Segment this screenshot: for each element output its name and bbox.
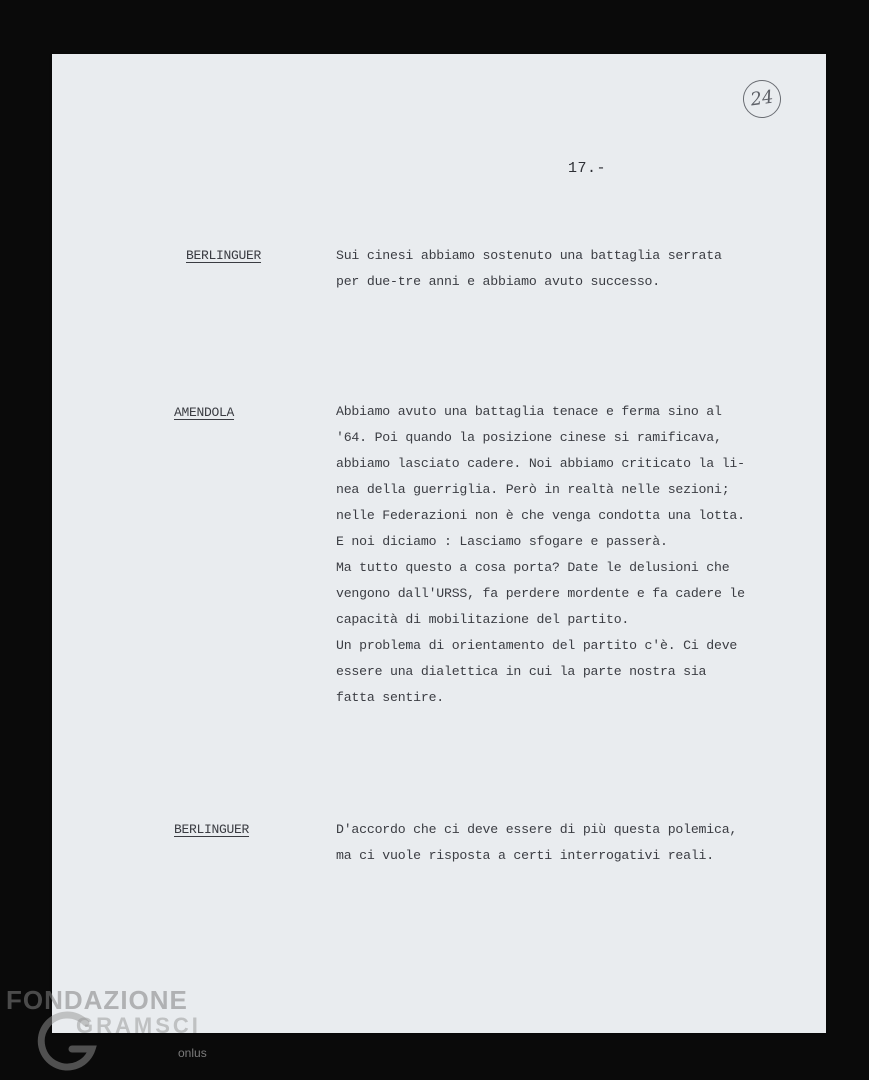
text-line: D'accordo che ci deve essere di più questa polemica, xyxy=(336,822,738,837)
fondazione-gramsci-logo xyxy=(6,985,221,1075)
text-line: Abbiamo avuto una battaglia tenace e ferma sino al xyxy=(336,404,722,419)
text-line: Ma tutto questo a cosa porta? Date le delusioni che xyxy=(336,560,730,575)
text-line: fatta sentire. xyxy=(336,690,444,705)
speech-block xyxy=(336,399,814,711)
speaker-label: AMENDOLA xyxy=(174,405,235,420)
text-line: nelle Federazioni non è che venga condotta una lotta. xyxy=(336,508,745,523)
text-line: nea della guerriglia. Però in realtà nelle sezioni; xyxy=(336,482,730,497)
text-line: essere una dialettica in cui la parte nostra sia xyxy=(336,664,707,679)
text-line: Un problema di orientamento del partito c'è. Ci deve xyxy=(336,638,738,653)
logo-suffix: onlus xyxy=(178,1046,207,1060)
text-line: capacità di mobilitazione del partito. xyxy=(336,612,630,627)
speaker-label: BERLINGUER xyxy=(174,822,250,837)
logo-text-line2: GRAMSCI xyxy=(76,1013,201,1038)
archive-stamp: 24 xyxy=(741,78,784,121)
text-line: abbiamo lasciato cadere. Noi abbiamo criticato la li- xyxy=(336,456,745,471)
logo-text-line1: FONDAZIONE xyxy=(6,985,188,1015)
speech-block xyxy=(336,243,814,295)
text-line: vengono dall'URSS, fa perdere mordente e fa cadere le xyxy=(336,586,745,601)
text-line: '64. Poi quando la posizione cinese si ramificava, xyxy=(336,430,722,445)
speech-block xyxy=(336,817,814,869)
text-line: per due-tre anni e abbiamo avuto successo. xyxy=(336,274,660,289)
text-line: Sui cinesi abbiamo sostenuto una battaglia serrata xyxy=(336,248,722,263)
text-line: ma ci vuole risposta a certi interrogativi reali. xyxy=(336,848,714,863)
page-number: 17.- xyxy=(568,160,607,177)
text-line: E noi diciamo : Lasciamo sfogare e passerà. xyxy=(336,534,668,549)
speaker-label: BERLINGUER xyxy=(186,248,262,263)
